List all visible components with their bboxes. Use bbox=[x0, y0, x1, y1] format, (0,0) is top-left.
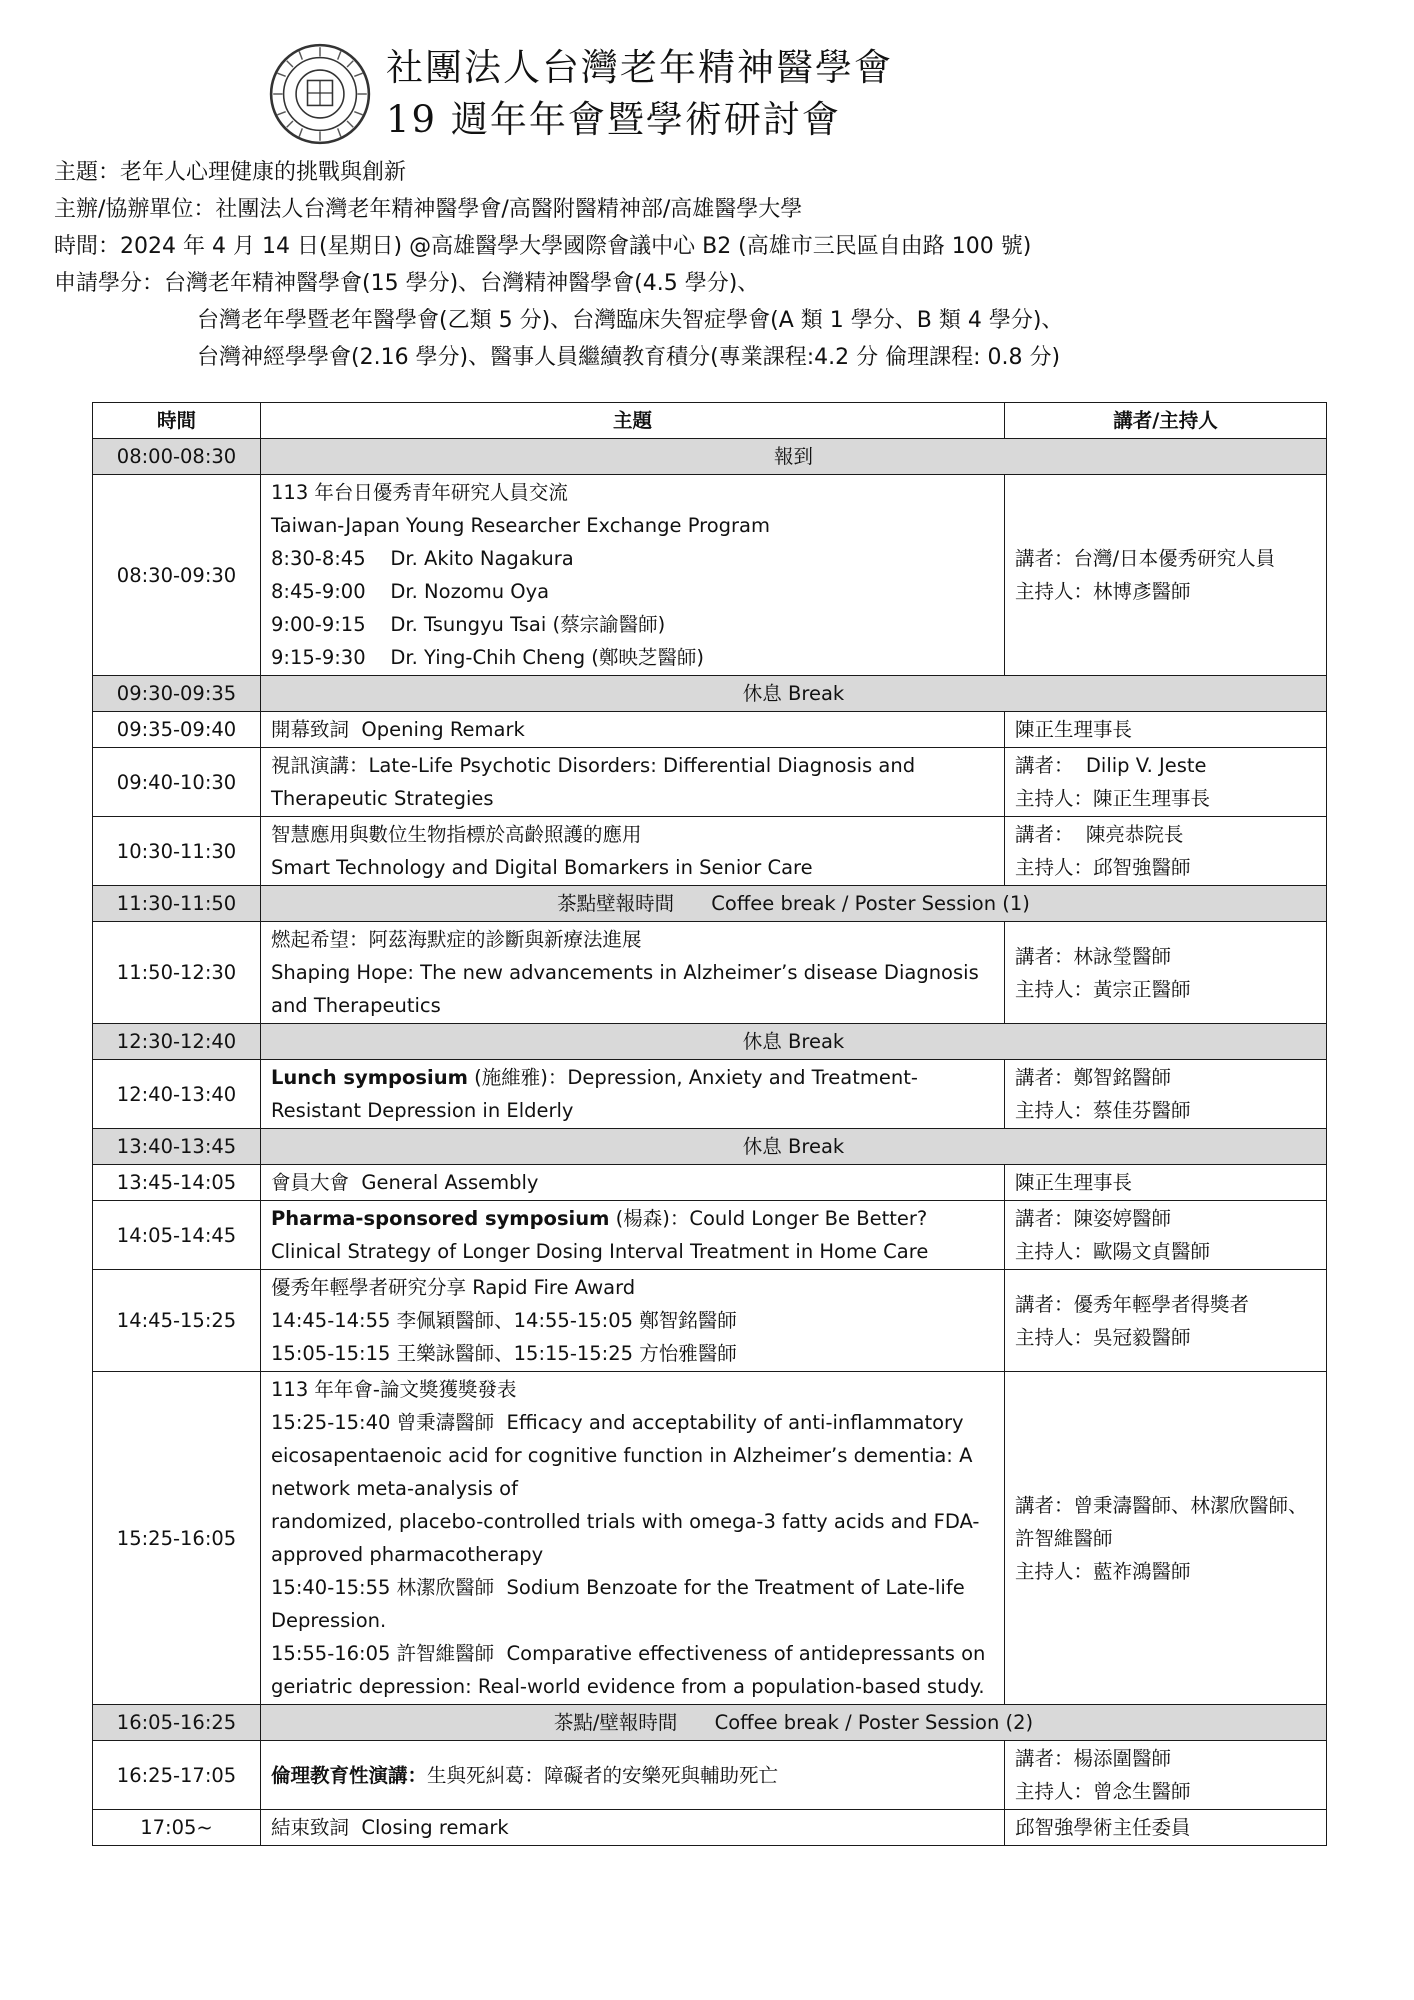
row-time: 13:40-13:45 bbox=[93, 1129, 261, 1165]
table-row bbox=[93, 1201, 1327, 1270]
row-topic: 113 年台日優秀青年研究人員交流 Taiwan-Japan Young Researcher Exchange Program 8:30-8:45 Dr. Akito Nagakura 8:45-9:00 Dr. Nozomu Oya 9:00-9:15 Dr. Tsungyu Tsai (蔡宗諭醫師) 9:15-9:30 Dr. Ying-Chih Cheng (鄭映芝醫師) bbox=[261, 475, 1005, 676]
row-topic: 休息 Break bbox=[261, 1129, 1327, 1165]
credits-line: 台灣神經學學會(2.16 學分)、醫事人員繼續教育積分(專業課程:4.2 分 倫理課程: 0.8 分) bbox=[197, 345, 1061, 370]
row-time: 17:05~ bbox=[93, 1810, 261, 1846]
row-topic: Lunch symposium (施維雅)：Depression, Anxiety and Treatment-Resistant Depression in Elderly bbox=[261, 1060, 1005, 1129]
row-time: 16:25-17:05 bbox=[93, 1741, 261, 1810]
row-speaker: 講者： Dilip V. Jeste 主持人：陳正生理事長 bbox=[1005, 748, 1327, 817]
row-speaker: 陳正生理事長 bbox=[1005, 1165, 1327, 1201]
row-topic: 茶點壁報時間 Coffee break / Poster Session (1) bbox=[261, 886, 1327, 922]
table-row bbox=[93, 1741, 1327, 1810]
row-topic: 休息 Break bbox=[261, 676, 1327, 712]
row-topic: 燃起希望：阿茲海默症的診斷與新療法進展 Shaping Hope: The new advancements in Alzheimer’s disease Diagnosis and Therapeutics bbox=[261, 922, 1005, 1024]
table-row bbox=[93, 748, 1327, 817]
row-topic: 報到 bbox=[261, 439, 1327, 475]
row-speaker: 講者：林詠瑩醫師 主持人：黃宗正醫師 bbox=[1005, 922, 1327, 1024]
table-row bbox=[93, 712, 1327, 748]
event-info bbox=[54, 154, 1063, 376]
row-topic: 會員大會 General Assembly bbox=[261, 1165, 1005, 1201]
row-topic: 113 年年會-論文獎獲獎發表 15:25-15:40 曾秉濤醫師 Efficacy and acceptability of anti-inflammatory eicosapentaenoic acid for cognitive function in Alzheimer’s dementia: A network meta-analysis of randomized, placebo-controlled trials with omega-3 fatty acids and FDA-approved pharmacotherapy 15:40-15:55 林潔欣醫師 Sodium Benzoate for the Treatment of Late-life Depression. 15:55-16:05 許智維醫師 Comparative effectiveness of antidepressants on geriatric depression: Real-world evidence from a population-based study. bbox=[261, 1372, 1005, 1705]
row-topic: 開幕致詞 Opening Remark bbox=[261, 712, 1005, 748]
table-row bbox=[93, 817, 1327, 886]
row-time: 12:30-12:40 bbox=[93, 1024, 261, 1060]
schedule-table bbox=[92, 402, 1327, 1846]
row-topic: 結束致詞 Closing remark bbox=[261, 1810, 1005, 1846]
row-speaker: 講者：楊添圍醫師 主持人：曾念生醫師 bbox=[1005, 1741, 1327, 1810]
row-time: 11:50-12:30 bbox=[93, 922, 261, 1024]
row-time: 10:30-11:30 bbox=[93, 817, 261, 886]
row-time: 13:45-14:05 bbox=[93, 1165, 261, 1201]
row-time: 14:05-14:45 bbox=[93, 1201, 261, 1270]
datetime-line: 時間：2024 年 4 月 14 日(星期日) @高雄醫學大學國際會議中心 B2 (高雄市三民區自由路 100 號) bbox=[54, 234, 1032, 259]
row-time: 12:40-13:40 bbox=[93, 1060, 261, 1129]
table-row bbox=[93, 922, 1327, 1024]
table-row bbox=[93, 1372, 1327, 1705]
society-seal-logo bbox=[268, 42, 372, 146]
row-speaker: 講者：優秀年輕學者得獎者 主持人：吳冠毅醫師 bbox=[1005, 1270, 1327, 1372]
row-topic: 休息 Break bbox=[261, 1024, 1327, 1060]
row-topic: Pharma-sponsored symposium (楊森)：Could Longer Be Better? Clinical Strategy of Longer Dosing Interval Treatment in Home Care bbox=[261, 1201, 1005, 1270]
row-topic: 優秀年輕學者研究分享 Rapid Fire Award 14:45-14:55 李佩穎醫師、14:55-15:05 鄭智銘醫師 15:05-15:15 王樂詠醫師、15:15-15:25 方怡雅醫師 bbox=[261, 1270, 1005, 1372]
row-topic: 倫理教育性演講：生與死糾葛：障礙者的安樂死與輔助死亡 bbox=[261, 1741, 1005, 1810]
table-row bbox=[93, 1165, 1327, 1201]
header-topic: 主題 bbox=[261, 403, 1005, 439]
theme-line: 主題：老年人心理健康的挑戰與創新 bbox=[54, 160, 407, 185]
row-topic: 茶點/壁報時間 Coffee break / Poster Session (2) bbox=[261, 1705, 1327, 1741]
row-speaker: 講者：陳姿婷醫師 主持人：歐陽文貞醫師 bbox=[1005, 1201, 1327, 1270]
row-speaker: 陳正生理事長 bbox=[1005, 712, 1327, 748]
table-row bbox=[93, 1024, 1327, 1060]
row-speaker: 邱智強學術主任委員 bbox=[1005, 1810, 1327, 1846]
row-speaker: 講者：台灣/日本優秀研究人員 主持人：林博彥醫師 bbox=[1005, 475, 1327, 676]
table-row bbox=[93, 886, 1327, 922]
row-time: 08:30-09:30 bbox=[93, 475, 261, 676]
row-time: 11:30-11:50 bbox=[93, 886, 261, 922]
credits-line: 申請學分：台灣老年精神醫學會(15 學分)、台灣精神醫學會(4.5 學分)、 bbox=[54, 271, 760, 296]
row-time: 08:00-08:30 bbox=[93, 439, 261, 475]
table-row bbox=[93, 1270, 1327, 1372]
table-row bbox=[93, 1060, 1327, 1129]
table-row bbox=[93, 1129, 1327, 1165]
header-speaker: 講者/主持人 bbox=[1005, 403, 1327, 439]
table-row bbox=[93, 1810, 1327, 1846]
header-time: 時間 bbox=[93, 403, 261, 439]
table-row bbox=[93, 676, 1327, 712]
table-row bbox=[93, 1705, 1327, 1741]
credits-line: 台灣老年學暨老年醫學會(乙類 5 分)、台灣臨床失智症學會(A 類 1 學分、B 類 4 學分)、 bbox=[197, 308, 1064, 333]
row-time: 14:45-15:25 bbox=[93, 1270, 261, 1372]
row-time: 16:05-16:25 bbox=[93, 1705, 261, 1741]
row-time: 09:30-09:35 bbox=[93, 676, 261, 712]
row-time: 09:35-09:40 bbox=[93, 712, 261, 748]
page-subtitle: 19 週年年會暨學術研討會 bbox=[386, 98, 841, 141]
row-topic: 視訊演講：Late-Life Psychotic Disorders: Differential Diagnosis and Therapeutic Strategies bbox=[261, 748, 1005, 817]
table-header-row bbox=[93, 403, 1327, 439]
row-time: 15:25-16:05 bbox=[93, 1372, 261, 1705]
row-speaker: 講者：曾秉濤醫師、林潔欣醫師、許智維醫師 主持人：藍祚鴻醫師 bbox=[1005, 1372, 1327, 1705]
page-title: 社團法人台灣老年精神醫學會 bbox=[386, 46, 893, 89]
row-speaker: 講者： 陳亮恭院長 主持人：邱智強醫師 bbox=[1005, 817, 1327, 886]
row-speaker: 講者：鄭智銘醫師 主持人：蔡佳芬醫師 bbox=[1005, 1060, 1327, 1129]
row-topic: 智慧應用與數位生物指標於高齡照護的應用 Smart Technology and Digital Bomarkers in Senior Care bbox=[261, 817, 1005, 886]
title-block bbox=[268, 38, 893, 150]
table-row bbox=[93, 475, 1327, 676]
row-time: 09:40-10:30 bbox=[93, 748, 261, 817]
organizers-line: 主辦/協辦單位：社團法人台灣老年精神醫學會/高醫附醫精神部/高雄醫學大學 bbox=[54, 197, 803, 222]
table-row bbox=[93, 439, 1327, 475]
